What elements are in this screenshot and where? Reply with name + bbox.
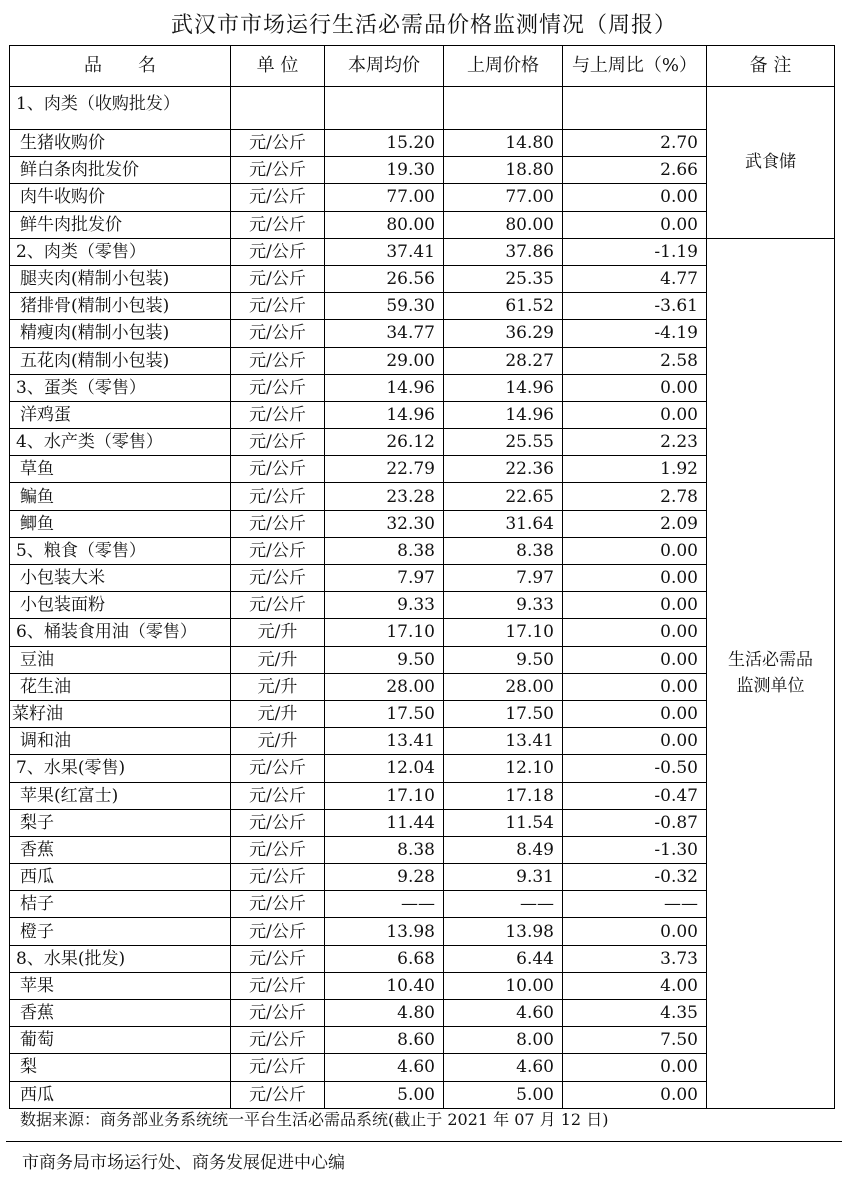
- note-line: 监测单位: [736, 676, 805, 697]
- header-previous: 上周价格: [444, 46, 563, 87]
- item-name: 5、粮食（零售）: [10, 537, 231, 564]
- previous-price: 7.97: [444, 565, 563, 592]
- current-price: 29.00: [325, 347, 444, 374]
- item-unit: 元/公斤: [231, 1081, 325, 1108]
- current-price: 22.79: [325, 456, 444, 483]
- item-name: 桔子: [10, 891, 231, 918]
- change-percent: 4.77: [563, 265, 707, 292]
- change-percent: 0.00: [563, 673, 707, 700]
- current-price: 34.77: [325, 320, 444, 347]
- previous-price: 18.80: [444, 157, 563, 184]
- previous-price: [444, 87, 563, 130]
- item-unit: 元/公斤: [231, 972, 325, 999]
- item-unit: 元/公斤: [231, 1000, 325, 1027]
- item-name: 肉牛收购价: [10, 184, 231, 211]
- item-name: 苹果(红富士): [10, 782, 231, 809]
- current-price: 14.96: [325, 374, 444, 401]
- item-name: 草鱼: [10, 456, 231, 483]
- item-unit: 元/公斤: [231, 1027, 325, 1054]
- current-price: 6.68: [325, 945, 444, 972]
- item-unit: 元/公斤: [231, 592, 325, 619]
- previous-price: 10.00: [444, 972, 563, 999]
- item-name: 小包装大米: [10, 565, 231, 592]
- item-unit: 元/公斤: [231, 293, 325, 320]
- previous-price: 17.10: [444, 619, 563, 646]
- change-percent: 2.09: [563, 510, 707, 537]
- item-unit: 元/升: [231, 673, 325, 700]
- previous-price: 4.60: [444, 1000, 563, 1027]
- item-name: 3、蛋类（零售）: [10, 374, 231, 401]
- current-price: 19.30: [325, 157, 444, 184]
- current-price: 77.00: [325, 184, 444, 211]
- previous-price: 9.33: [444, 592, 563, 619]
- table-row: [10, 238, 835, 265]
- current-price: 10.40: [325, 972, 444, 999]
- change-percent: -1.30: [563, 836, 707, 863]
- note-monitoring-unit: [707, 238, 835, 1108]
- change-percent: [563, 87, 707, 130]
- item-name: 梨: [10, 1054, 231, 1081]
- change-percent: 0.00: [563, 728, 707, 755]
- change-percent: 2.78: [563, 483, 707, 510]
- current-price: 13.98: [325, 918, 444, 945]
- current-price: ——: [325, 891, 444, 918]
- change-percent: 2.23: [563, 429, 707, 456]
- editor-credit: 市商务局市场运行处、商务发展促进中心编: [22, 1153, 345, 1173]
- change-percent: 0.00: [563, 700, 707, 727]
- item-unit: 元/升: [231, 646, 325, 673]
- item-unit: 元/公斤: [231, 755, 325, 782]
- previous-price: 36.29: [444, 320, 563, 347]
- item-unit: 元/公斤: [231, 483, 325, 510]
- current-price: 13.41: [325, 728, 444, 755]
- note-line: 生活必需品: [728, 650, 813, 671]
- change-percent: 1.92: [563, 456, 707, 483]
- item-name: 1、肉类（收购批发）: [10, 87, 231, 130]
- price-table: [9, 45, 835, 1109]
- current-price: 23.28: [325, 483, 444, 510]
- item-name: 菜籽油: [10, 700, 231, 727]
- change-percent: -0.47: [563, 782, 707, 809]
- item-unit: 元/公斤: [231, 864, 325, 891]
- item-unit: 元/公斤: [231, 429, 325, 456]
- item-unit: 元/升: [231, 619, 325, 646]
- item-unit: 元/公斤: [231, 211, 325, 238]
- item-name: 6、桶装食用油（零售）: [10, 619, 231, 646]
- previous-price: 14.80: [444, 130, 563, 157]
- item-unit: 元/公斤: [231, 184, 325, 211]
- item-unit: 元/公斤: [231, 456, 325, 483]
- item-name: 鲫鱼: [10, 510, 231, 537]
- change-percent: 2.58: [563, 347, 707, 374]
- change-percent: 0.00: [563, 646, 707, 673]
- current-price: 15.20: [325, 130, 444, 157]
- item-unit: 元/公斤: [231, 782, 325, 809]
- item-unit: [231, 87, 325, 130]
- item-name: 葡萄: [10, 1027, 231, 1054]
- change-percent: 2.70: [563, 130, 707, 157]
- previous-price: 22.36: [444, 456, 563, 483]
- item-name: 2、肉类（零售）: [10, 238, 231, 265]
- current-price: 5.00: [325, 1081, 444, 1108]
- item-unit: 元/公斤: [231, 374, 325, 401]
- report-title: 武汉市市场运行生活必需品价格监测情况（周报）: [170, 13, 677, 38]
- change-percent: 4.35: [563, 1000, 707, 1027]
- item-unit: 元/公斤: [231, 320, 325, 347]
- change-percent: 2.66: [563, 157, 707, 184]
- note-wushichu: 武食储: [707, 87, 835, 239]
- item-unit: 元/公斤: [231, 945, 325, 972]
- item-name: 梨子: [10, 809, 231, 836]
- change-percent: -0.50: [563, 755, 707, 782]
- current-price: [325, 87, 444, 130]
- item-name: 猪排骨(精制小包装): [10, 293, 231, 320]
- change-percent: 0.00: [563, 1081, 707, 1108]
- change-percent: 0.00: [563, 211, 707, 238]
- previous-price: 22.65: [444, 483, 563, 510]
- previous-price: 14.96: [444, 374, 563, 401]
- previous-price: 13.41: [444, 728, 563, 755]
- item-name: 鲜牛肉批发价: [10, 211, 231, 238]
- previous-price: ——: [444, 891, 563, 918]
- current-price: 11.44: [325, 809, 444, 836]
- current-price: 9.50: [325, 646, 444, 673]
- current-price: 4.60: [325, 1054, 444, 1081]
- item-unit: 元/公斤: [231, 130, 325, 157]
- item-unit: 元/公斤: [231, 537, 325, 564]
- previous-price: 28.27: [444, 347, 563, 374]
- item-name: 西瓜: [10, 1081, 231, 1108]
- current-price: 9.33: [325, 592, 444, 619]
- item-name: 五花肉(精制小包装): [10, 347, 231, 374]
- previous-price: 61.52: [444, 293, 563, 320]
- header-change: 与上周比（%）: [563, 46, 707, 87]
- change-percent: 0.00: [563, 184, 707, 211]
- previous-price: 5.00: [444, 1081, 563, 1108]
- item-name: 西瓜: [10, 864, 231, 891]
- previous-price: 25.35: [444, 265, 563, 292]
- current-price: 14.96: [325, 401, 444, 428]
- current-price: 26.56: [325, 265, 444, 292]
- previous-price: 8.38: [444, 537, 563, 564]
- item-unit: 元/升: [231, 728, 325, 755]
- change-percent: 0.00: [563, 565, 707, 592]
- change-percent: 0.00: [563, 537, 707, 564]
- current-price: 7.97: [325, 565, 444, 592]
- item-name: 香蕉: [10, 836, 231, 863]
- current-price: 59.30: [325, 293, 444, 320]
- item-unit: 元/公斤: [231, 157, 325, 184]
- item-unit: 元/公斤: [231, 918, 325, 945]
- item-unit: 元/公斤: [231, 565, 325, 592]
- current-price: 37.41: [325, 238, 444, 265]
- item-unit: 元/公斤: [231, 238, 325, 265]
- change-percent: 0.00: [563, 374, 707, 401]
- change-percent: 7.50: [563, 1027, 707, 1054]
- previous-price: 13.98: [444, 918, 563, 945]
- change-percent: -1.19: [563, 238, 707, 265]
- change-percent: 0.00: [563, 1054, 707, 1081]
- item-unit: 元/公斤: [231, 347, 325, 374]
- item-name: 小包装面粉: [10, 592, 231, 619]
- item-name: 调和油: [10, 728, 231, 755]
- current-price: 8.38: [325, 537, 444, 564]
- current-price: 17.10: [325, 619, 444, 646]
- previous-price: 17.18: [444, 782, 563, 809]
- change-percent: ——: [563, 891, 707, 918]
- previous-price: 8.00: [444, 1027, 563, 1054]
- header-unit: 单 位: [231, 46, 325, 87]
- item-name: 香蕉: [10, 1000, 231, 1027]
- previous-price: 8.49: [444, 836, 563, 863]
- table-row: [10, 87, 835, 130]
- item-unit: 元/公斤: [231, 401, 325, 428]
- change-percent: -0.87: [563, 809, 707, 836]
- previous-price: 37.86: [444, 238, 563, 265]
- item-name: 橙子: [10, 918, 231, 945]
- data-source: 数据来源：商务部业务系统统一平台生活必需品系统(截止于 2021 年 07 月 12 日): [20, 1110, 609, 1129]
- header-current: 本周均价: [325, 46, 444, 87]
- item-name: 精瘦肉(精制小包装): [10, 320, 231, 347]
- item-name: 苹果: [10, 972, 231, 999]
- divider: [6, 1141, 842, 1142]
- item-name: 7、水果(零售): [10, 755, 231, 782]
- current-price: 9.28: [325, 864, 444, 891]
- change-percent: -4.19: [563, 320, 707, 347]
- item-name: 4、水产类（零售）: [10, 429, 231, 456]
- current-price: 8.38: [325, 836, 444, 863]
- item-name: 腿夹肉(精制小包装): [10, 265, 231, 292]
- previous-price: 9.50: [444, 646, 563, 673]
- item-name: 鲜白条肉批发价: [10, 157, 231, 184]
- change-percent: -3.61: [563, 293, 707, 320]
- item-name: 生猪收购价: [10, 130, 231, 157]
- item-name: 8、水果(批发): [10, 945, 231, 972]
- item-unit: 元/公斤: [231, 265, 325, 292]
- previous-price: 17.50: [444, 700, 563, 727]
- previous-price: 4.60: [444, 1054, 563, 1081]
- table-header-row: [10, 46, 835, 87]
- item-name: 鳊鱼: [10, 483, 231, 510]
- item-unit: 元/升: [231, 700, 325, 727]
- previous-price: 9.31: [444, 864, 563, 891]
- current-price: 8.60: [325, 1027, 444, 1054]
- current-price: 32.30: [325, 510, 444, 537]
- previous-price: 11.54: [444, 809, 563, 836]
- header-note: 备 注: [707, 46, 835, 87]
- change-percent: -0.32: [563, 864, 707, 891]
- previous-price: 28.00: [444, 673, 563, 700]
- header-name: 品 名: [10, 46, 231, 87]
- previous-price: 12.10: [444, 755, 563, 782]
- current-price: 26.12: [325, 429, 444, 456]
- current-price: 17.50: [325, 700, 444, 727]
- item-name: 洋鸡蛋: [10, 401, 231, 428]
- change-percent: 0.00: [563, 592, 707, 619]
- current-price: 4.80: [325, 1000, 444, 1027]
- previous-price: 14.96: [444, 401, 563, 428]
- change-percent: 0.00: [563, 619, 707, 646]
- item-name: 花生油: [10, 673, 231, 700]
- change-percent: 0.00: [563, 401, 707, 428]
- item-unit: 元/公斤: [231, 891, 325, 918]
- previous-price: 25.55: [444, 429, 563, 456]
- previous-price: 80.00: [444, 211, 563, 238]
- item-name: 豆油: [10, 646, 231, 673]
- change-percent: 3.73: [563, 945, 707, 972]
- item-unit: 元/公斤: [231, 809, 325, 836]
- item-unit: 元/公斤: [231, 1054, 325, 1081]
- current-price: 80.00: [325, 211, 444, 238]
- previous-price: 31.64: [444, 510, 563, 537]
- current-price: 28.00: [325, 673, 444, 700]
- change-percent: 4.00: [563, 972, 707, 999]
- current-price: 12.04: [325, 755, 444, 782]
- item-unit: 元/公斤: [231, 836, 325, 863]
- previous-price: 77.00: [444, 184, 563, 211]
- previous-price: 6.44: [444, 945, 563, 972]
- change-percent: 0.00: [563, 918, 707, 945]
- item-unit: 元/公斤: [231, 510, 325, 537]
- current-price: 17.10: [325, 782, 444, 809]
